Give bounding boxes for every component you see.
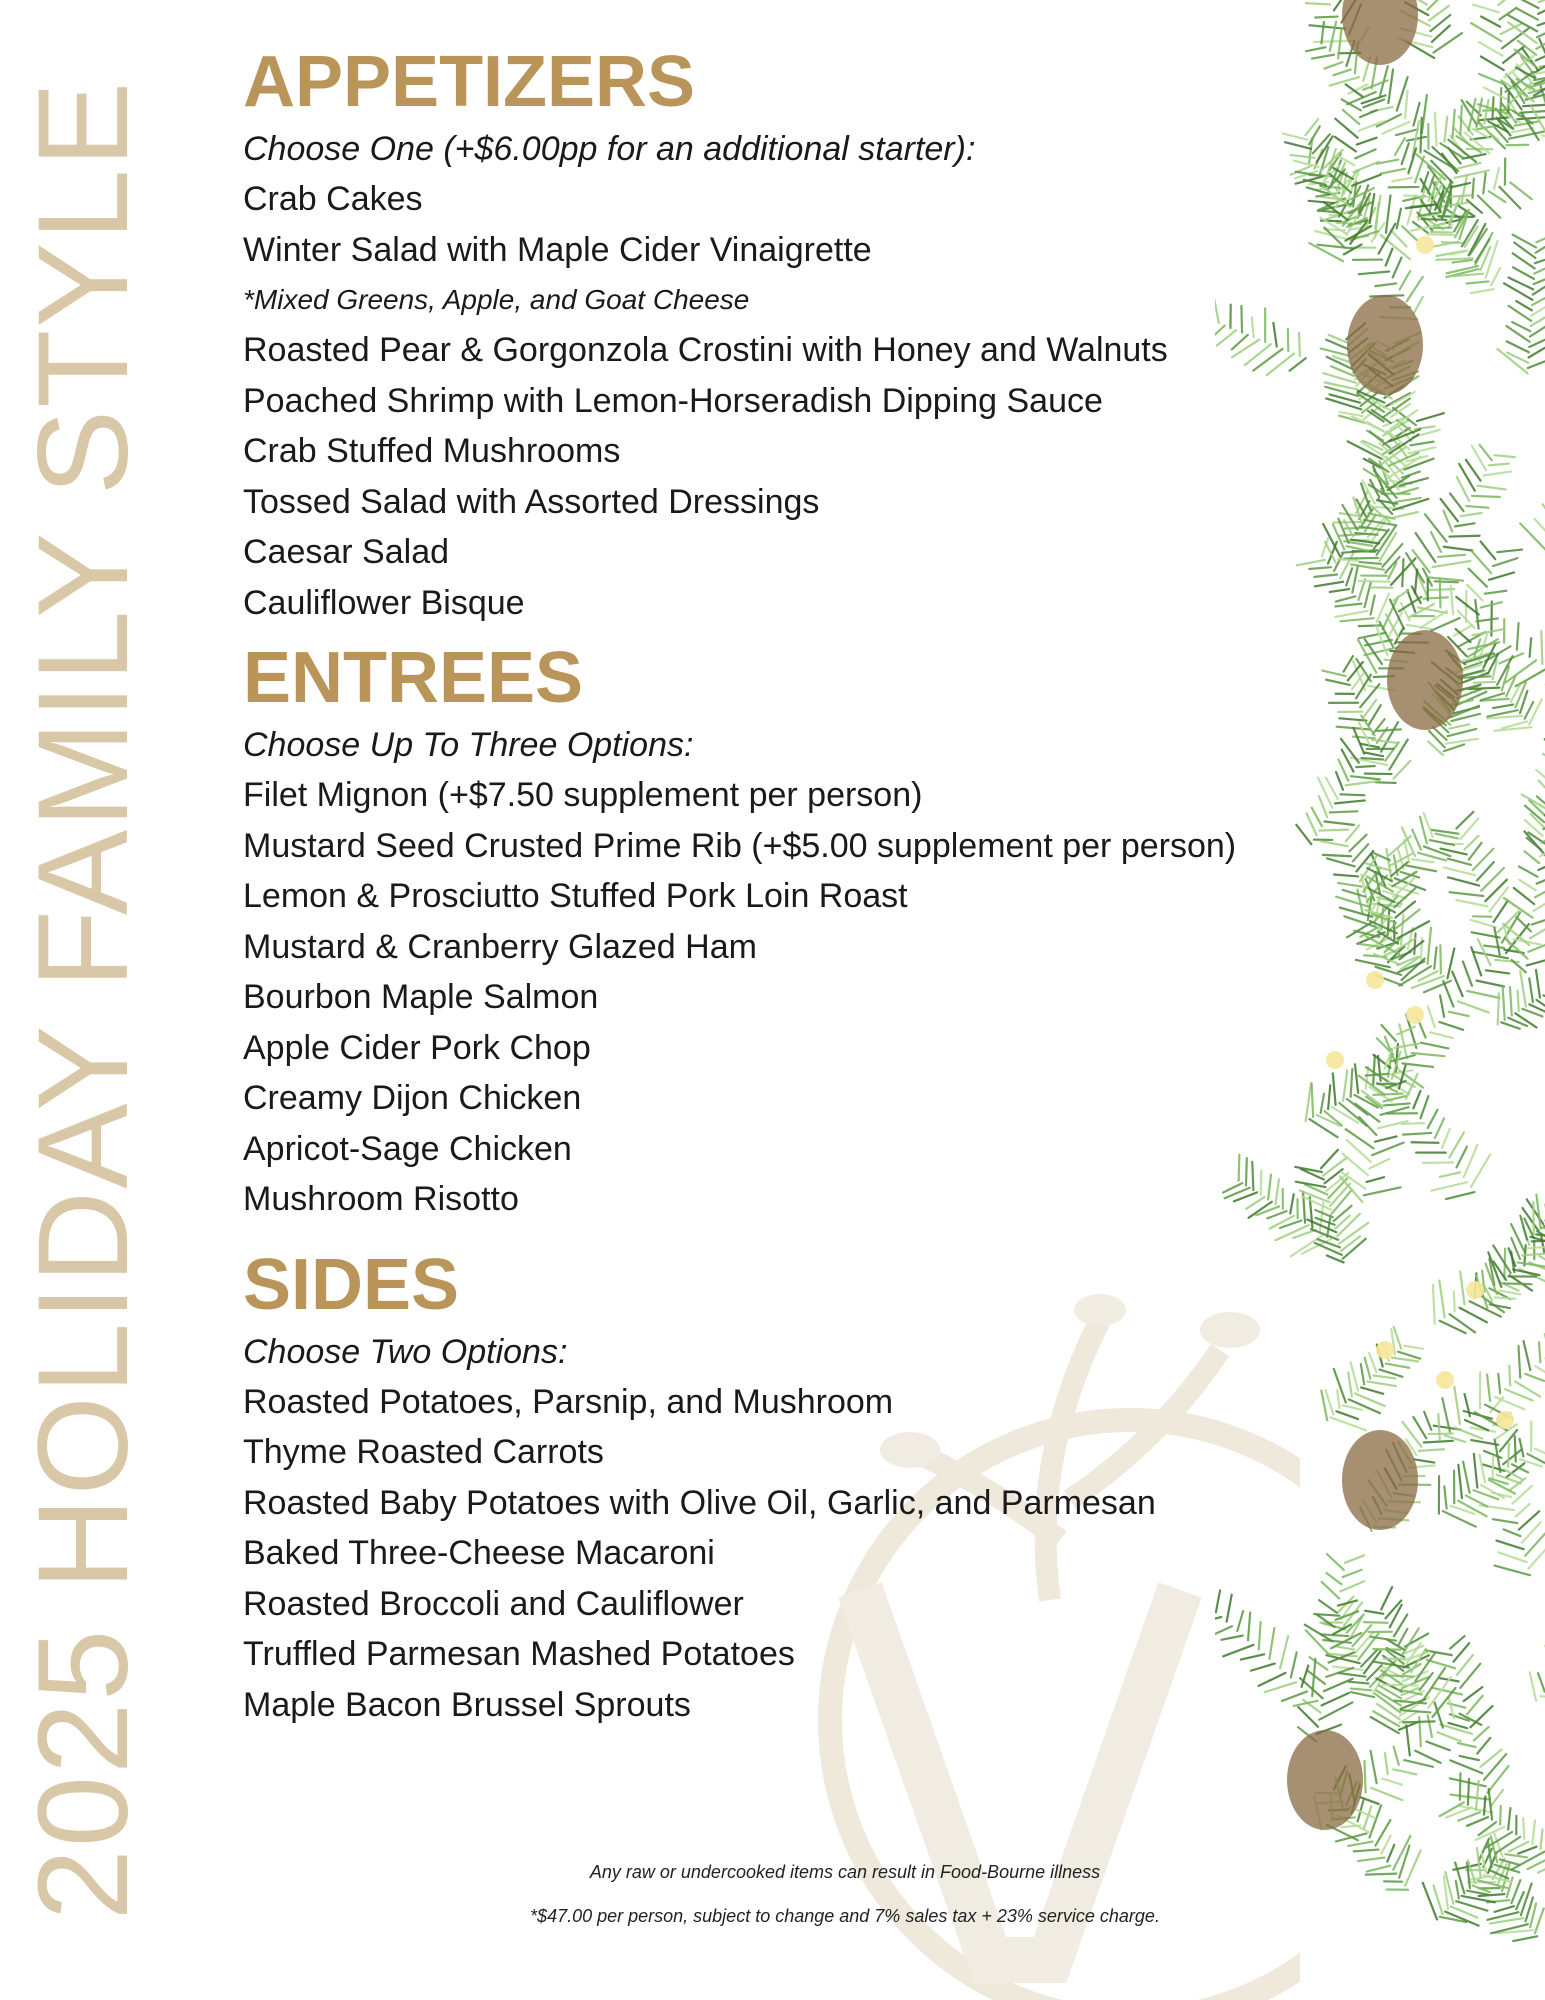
menu-item: Tossed Salad with Assorted Dressings (243, 482, 820, 521)
menu-item: Apple Cider Pork Chop (243, 1028, 591, 1067)
sides-section (243, 1243, 1293, 1731)
menu-content (243, 40, 1293, 1738)
appetizers-section (243, 40, 1293, 628)
menu-item: Mustard & Cranberry Glazed Ham (243, 927, 757, 966)
sides-heading: SIDES (243, 1244, 460, 1325)
menu-item: Creamy Dijon Chicken (243, 1079, 582, 1117)
menu-item: Cauliflower Bisque (243, 583, 525, 622)
menu-item: Lemon & Prosciutto Stuffed Pork Loin Roast (243, 877, 908, 915)
menu-item: Thyme Roasted Carrots (243, 1433, 604, 1471)
menu-item: Roasted Broccoli and Cauliflower (243, 1584, 744, 1623)
entrees-section (243, 636, 1293, 1225)
menu-item: Crab Cakes (243, 180, 423, 218)
menu-item: Baked Three-Cheese Macaroni (243, 1534, 715, 1572)
entrees-heading: ENTREES (243, 638, 584, 718)
menu-item: Truffled Parmesan Mashed Potatoes (243, 1635, 795, 1673)
food-safety-notice: Any raw or undercooked items can result in Food-Bourne illness (589, 1862, 1101, 1882)
menu-item: Mushroom Risotto (243, 1180, 519, 1218)
menu-item: Winter Salad with Maple Cider Vinaigrette (243, 230, 872, 269)
menu-item: Mustard Seed Crusted Prime Rib (+$5.00 supplement per person) (243, 826, 1237, 865)
sides-instruction: Choose Two Options: (243, 1332, 568, 1371)
pricing-note: *$47.00 per person, subject to change and 7% sales tax + 23% service charge. (530, 1906, 1160, 1926)
menu-item: Poached Shrimp with Lemon-Horseradish Dipping Sauce (243, 381, 1103, 420)
menu-item: Maple Bacon Brussel Sprouts (243, 1685, 691, 1724)
menu-item: Apricot-Sage Chicken (243, 1129, 572, 1168)
appetizers-heading: APPETIZERS (243, 42, 696, 122)
menu-item: Caesar Salad (243, 533, 450, 571)
menu-item: Bourbon Maple Salmon (243, 978, 599, 1016)
vertical-page-title: 2025 HOLIDAY FAMILY STYLE (11, 79, 155, 1921)
entrees-instruction: Choose Up To Three Options: (243, 726, 694, 764)
menu-item: Roasted Baby Potatoes with Olive Oil, Garlic, and Parmesan (243, 1483, 1156, 1522)
appetizers-instruction: Choose One (+$6.00pp for an additional starter): (243, 130, 976, 168)
menu-item: Roasted Potatoes, Parsnip, and Mushroom (243, 1382, 894, 1421)
menu-item: Filet Mignon (+$7.50 supplement per person) (243, 776, 923, 814)
menu-item-note: *Mixed Greens, Apple, and Goat Cheese (243, 284, 750, 315)
menu-item: Crab Stuffed Mushrooms (243, 432, 621, 470)
menu-item: Roasted Pear & Gorgonzola Crostini with Honey and Walnuts (243, 331, 1168, 369)
